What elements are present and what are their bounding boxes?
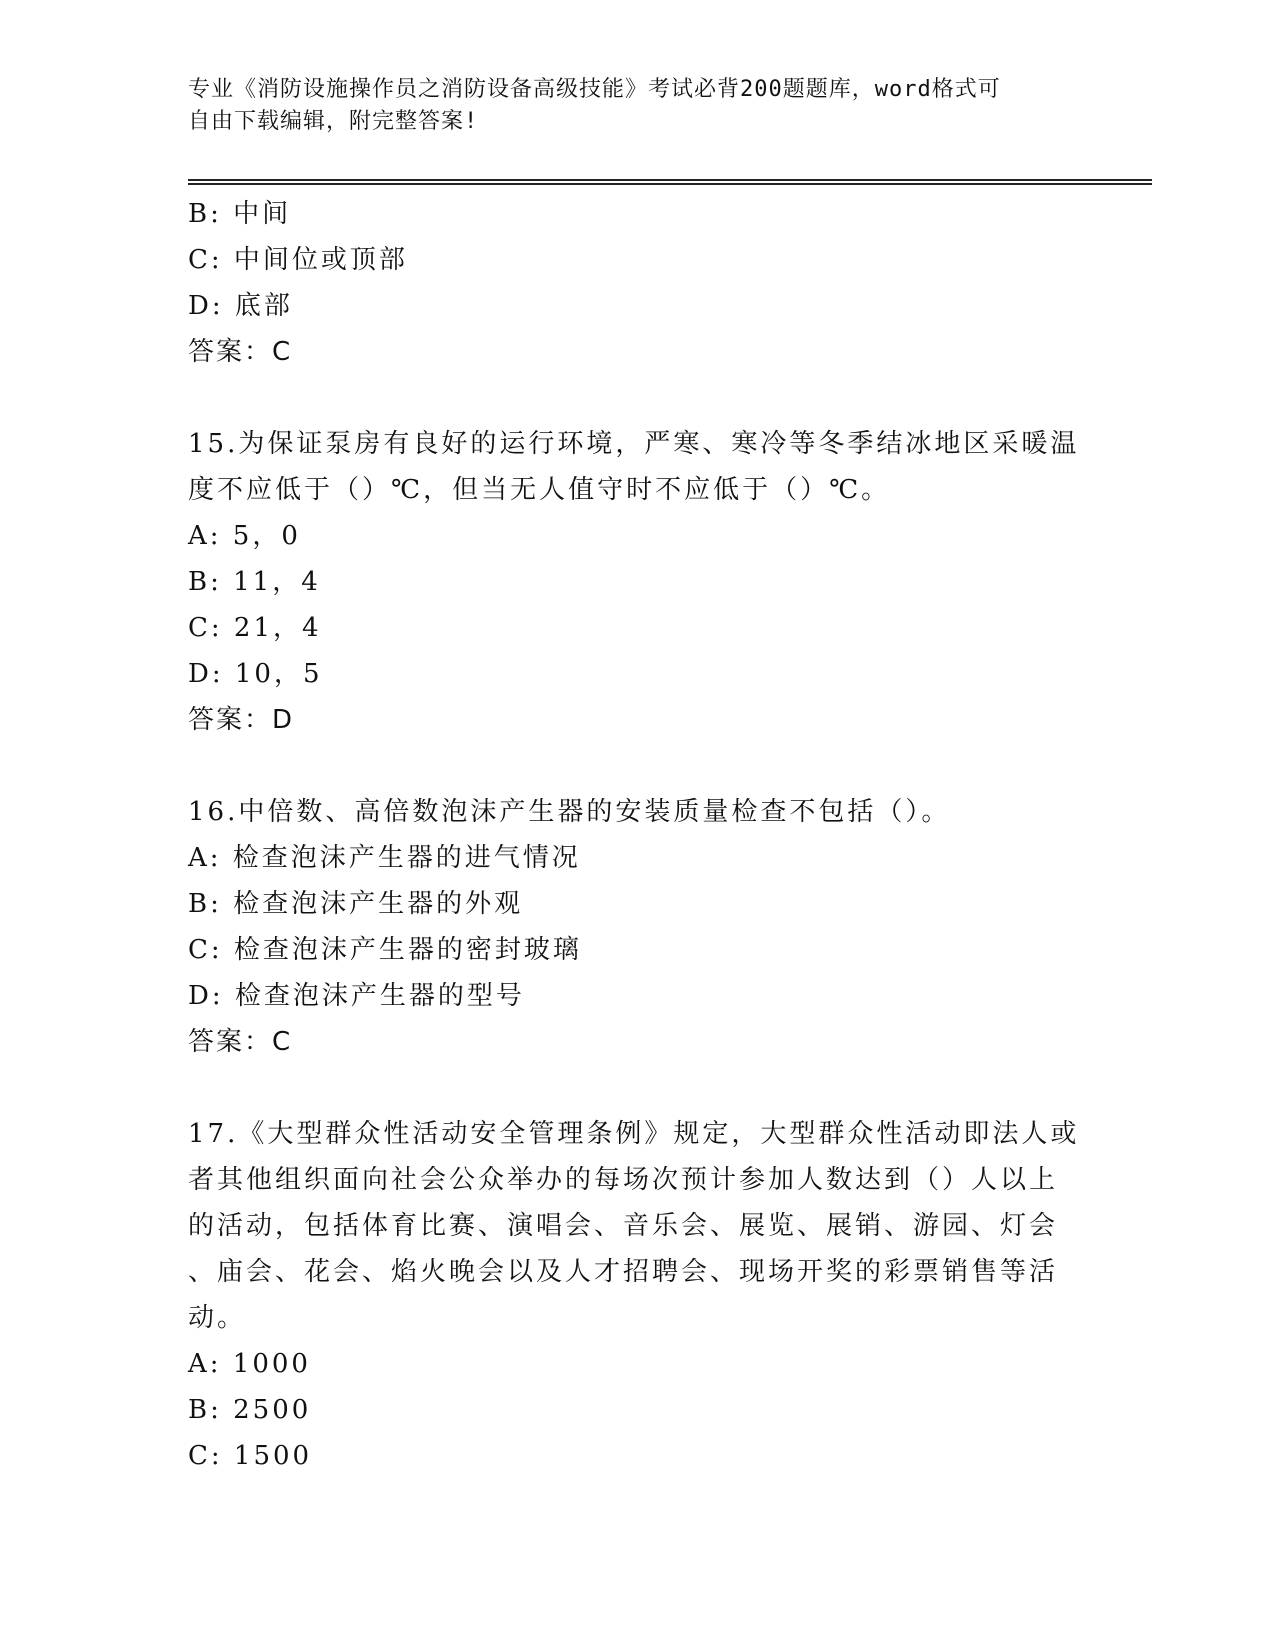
question-text-line: 度不应低于（）℃，但当无人值守时不应低于（）℃。 xyxy=(188,475,891,505)
option-b: B: 检查泡沫产生器的外观 xyxy=(188,889,524,919)
question-text-line: 的活动，包括体育比赛、演唱会、音乐会、展览、展销、游园、灯会 xyxy=(188,1211,1059,1241)
header-line-1: 专业《消防设施操作员之消防设备高级技能》考试必背200题题库，word格式可 xyxy=(188,77,1001,102)
spacer xyxy=(188,375,1088,421)
question-list xyxy=(188,191,1088,1479)
question-text-line: 17.《大型群众性活动安全管理条例》规定，大型群众性活动即法人或 xyxy=(188,1119,1080,1149)
option-b: B: 2500 xyxy=(188,1395,312,1425)
question-text-line: 16.中倍数、高倍数泡沫产生器的安装质量检查不包括（）。 xyxy=(188,797,951,827)
header-line-2: 自由下载编辑，附完整答案! xyxy=(188,109,479,134)
spacer xyxy=(188,743,1088,789)
spacer xyxy=(188,1065,1088,1111)
question-text-line: 动。 xyxy=(188,1303,247,1333)
option-d: D: 10，5 xyxy=(188,659,323,689)
option-a: A: 5，0 xyxy=(188,521,301,551)
question-block-17 xyxy=(188,1111,1088,1479)
option-c: C: 1500 xyxy=(188,1441,313,1471)
question-text-line: 者其他组织面向社会公众举办的每场次预计参加人数达到（）人以上 xyxy=(188,1165,1059,1195)
question-block-16 xyxy=(188,789,1088,1065)
answer-line: 答案：D xyxy=(188,705,295,735)
question-text-line: 15.为保证泵房有良好的运行环境，严寒、寒冷等冬季结冰地区采暖温 xyxy=(188,429,1080,459)
option-c: C: 21，4 xyxy=(188,613,322,643)
question-block-15 xyxy=(188,421,1088,743)
document-header xyxy=(188,74,1068,138)
question-text-line: 、庙会、花会、焰火晚会以及人才招聘会、现场开奖的彩票销售等活 xyxy=(188,1257,1059,1287)
option-c: C: 中间位或顶部 xyxy=(188,245,408,275)
answer-line: 答案：C xyxy=(188,1027,293,1057)
header-divider-bottom xyxy=(188,183,1152,185)
option-d: D: 检查泡沫产生器的型号 xyxy=(188,981,525,1011)
option-c: C: 检查泡沫产生器的密封玻璃 xyxy=(188,935,582,965)
option-a: A: 检查泡沫产生器的进气情况 xyxy=(188,843,581,873)
option-a: A: 1000 xyxy=(188,1349,311,1379)
header-divider-top xyxy=(188,179,1152,181)
option-d: D: 底部 xyxy=(188,291,293,321)
option-b: B: 11，4 xyxy=(188,567,321,597)
option-b: B: 中间 xyxy=(188,199,292,229)
question-block-14 xyxy=(188,191,1088,375)
answer-line: 答案：C xyxy=(188,337,293,367)
